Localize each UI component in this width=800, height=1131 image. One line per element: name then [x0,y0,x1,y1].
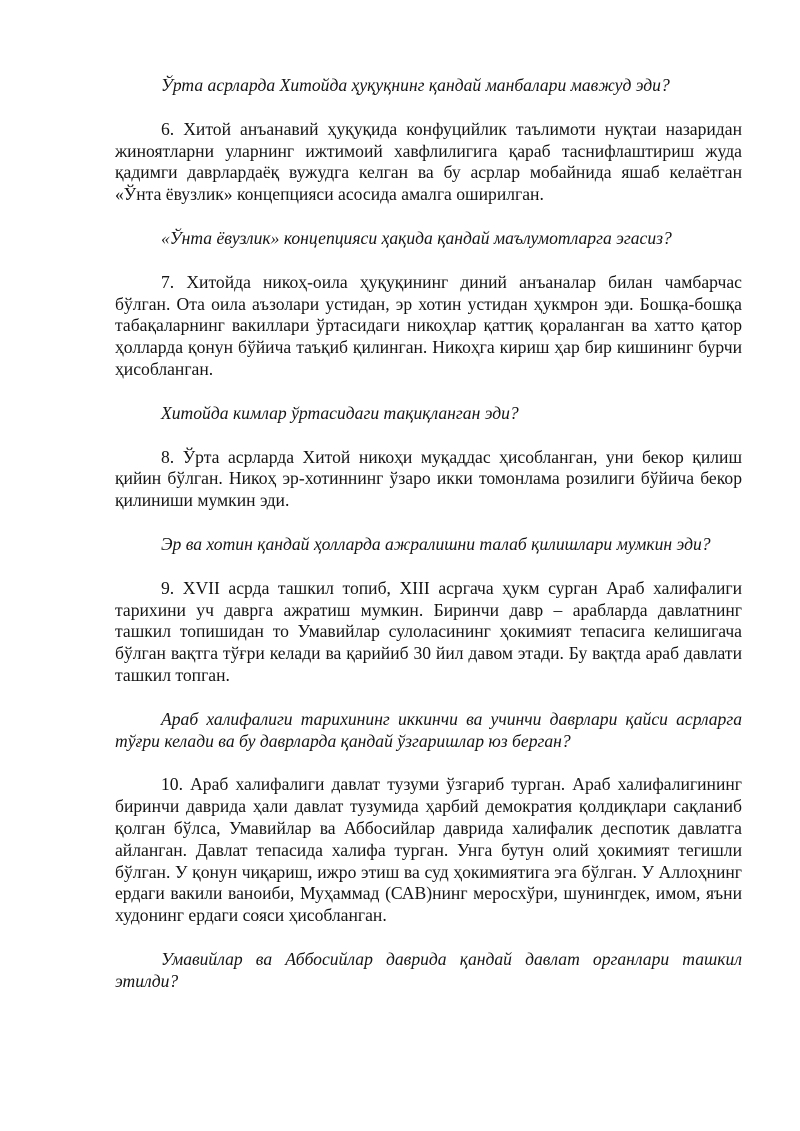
paragraph-9: 9. XVII асрда ташкил топиб, XIII асргача ҳукм сурган Араб халифалиги тарихини уч даврга ажратиш мумкин. Биринчи давр – арабларда давлатнинг ташкил топишидан то Умавийлар сулоласининг ҳокимият тепасига келишигача бўлган вақтга тўғри келади ва қарийиб 30 йил давом этади. Бу вақтда араб давлати ташкил топган. [115,577,742,685]
question-6: Умавийлар ва Аббосийлар даврида қандай давлат органлари ташкил этилди? [115,948,742,991]
question-1: Ўрта асрларда Хитойда ҳуқуқнинг қандай манбалари мавжуд эди? [161,75,670,95]
question-5: Араб халифалиги тарихининг иккинчи ва учинчи даврлари қайси асрларга тўғри келади ва бу даврларда қандай ўзгаришлар юз берган? [115,708,742,751]
paragraph-10: 10. Араб халифалиги давлат тузуми ўзгариб турган. Араб халифалигининг биринчи даврида ҳали давлат тузумида ҳарбий демократия қолдиқлари сақланиб қолган бўлса, Умавийлар ва Аббосийлар даврида халифалик деспотик давлатга айланган. Давлат тепасида халифа турган. Унга бутун олий ҳокимият тегишли бўлган. У қонун чиқариш, ижро этиш ва суд ҳокимиятига эга бўлган. У Аллоҳнинг ердаги вакили ваноиби, Муҳаммад (САВ)нинг меросхўри, шунингдек, имом, яъни худонинг ердаги сояси ҳисобланган. [115,774,742,926]
paragraph-7: 7. Хитойда никоҳ-оила ҳуқуқининг диний анъаналар билан чамбарчас бўлган. Ота оила аъзолари устидан, эр хотин устидан ҳукмрон эди. Бошқа-бошқа табақаларнинг вакиллари ўртасидаги никоҳлар қаттиқ қораланган ва хатто қатор ҳолларда қонун бўйича таъқиб қилинган. Никоҳга кириш ҳар бир кишининг бурчи ҳисобланган. [115,271,742,379]
question-4: Эр ва хотин қандай ҳолларда ажралишни талаб қилишлари мумкин эди? [161,533,711,554]
question-3: Хитойда кимлар ўртасидаги тақиқланган эди? [161,402,519,423]
paragraph-8: 8. Ўрта асрларда Хитой никоҳи муқаддас ҳисобланган, уни бекор қилиш қийин бўлган. Никоҳ эр-хотиннинг ўзаро икки томонлама розилиги бўйича бекор қилиниши мумкин эди. [115,446,742,511]
question-2: «Ўнта ёвузлик» концепцияси ҳақида қандай маълумотларга эгасиз? [161,227,672,248]
paragraph-6: 6. Хитой анъанавий ҳуқуқида конфуцийлик таълимоти нуқтаи назаридан жиноятларни уларнинг ижтимоий хавфлилигига қараб таснифлаштириш жуда қадимги даврлардаёқ вужудга келган ва бу асрлар мобайнида яшаб келаётган «Ўнта ёвузлик» концепцияси асосида амалга оширилган. [115,118,742,205]
